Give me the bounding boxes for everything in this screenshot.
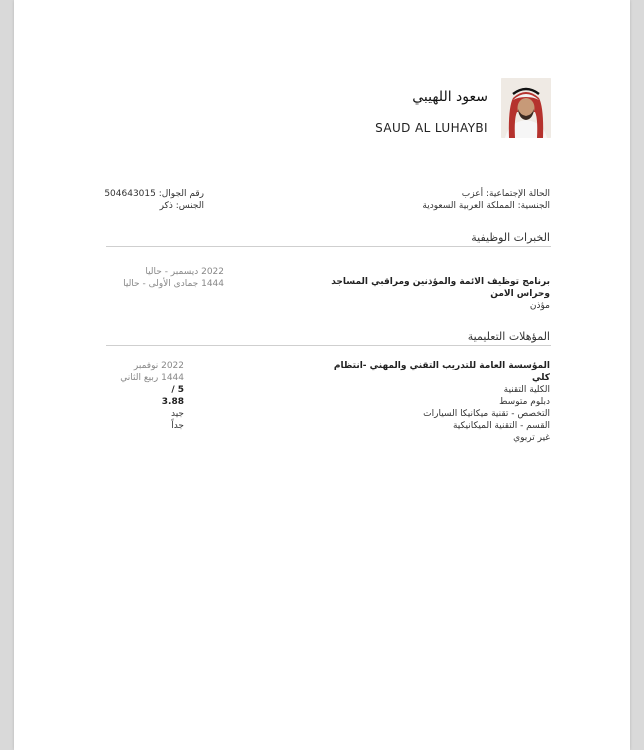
education-college: الكلية التقنية xyxy=(503,385,550,395)
personal-info-right xyxy=(330,188,550,212)
profile-photo-image xyxy=(501,78,551,138)
experience-divider xyxy=(106,246,551,247)
education-dates xyxy=(104,360,184,432)
name-arabic: سعود اللهيبي xyxy=(412,89,488,105)
mobile-number: رقم الجوال: 504643015 xyxy=(104,189,204,199)
education-department: القسم - التقنية الميكانيكية xyxy=(452,421,550,431)
education-section-title: المؤهلات التعليمية xyxy=(467,330,550,343)
education-gpa: 5 / 3.88 xyxy=(161,385,184,407)
gender: الجنس: ذكر xyxy=(159,201,204,211)
profile-photo xyxy=(501,78,551,138)
education-grade: جيد جداً xyxy=(170,409,184,431)
experience-role: مؤذن xyxy=(529,301,550,311)
education-date-gregorian: 2022 نوفمبر xyxy=(133,361,184,371)
education-type: غير تربوي xyxy=(513,433,550,443)
personal-info-left xyxy=(104,188,204,212)
experience-org-line1: برنامج توظيف الائمة والمؤذنين ومراقبي المساجد xyxy=(331,277,550,287)
experience-entry xyxy=(300,276,550,312)
experience-date-gregorian: 2022 ديسمبر - حاليا xyxy=(145,267,224,277)
education-date-hijri: 1444 ربيع الثاني xyxy=(120,373,184,383)
experience-section-title: الخبرات الوظيفية xyxy=(471,231,550,244)
education-institution-line1: المؤسسة العامة للتدريب التقني والمهني -انتظام xyxy=(333,361,550,371)
education-degree: دبلوم متوسط xyxy=(499,397,550,407)
experience-org-line2: وحراس الامن xyxy=(490,289,550,299)
education-entry xyxy=(300,360,550,444)
education-divider xyxy=(106,345,551,346)
nationality: الجنسية: المملكة العربية السعودية xyxy=(422,201,550,211)
experience-dates xyxy=(104,266,224,290)
education-major: التخصص - تقنية ميكانيكا السيارات xyxy=(423,409,550,419)
education-institution-line2: كلي xyxy=(531,373,550,383)
name-english: SAUD AL LUHAYBI xyxy=(375,121,488,135)
marital-status: الحالة الإجتماعية: أعزب xyxy=(461,189,550,199)
experience-date-hijri: 1444 جمادى الأولى - حاليا xyxy=(123,279,224,289)
